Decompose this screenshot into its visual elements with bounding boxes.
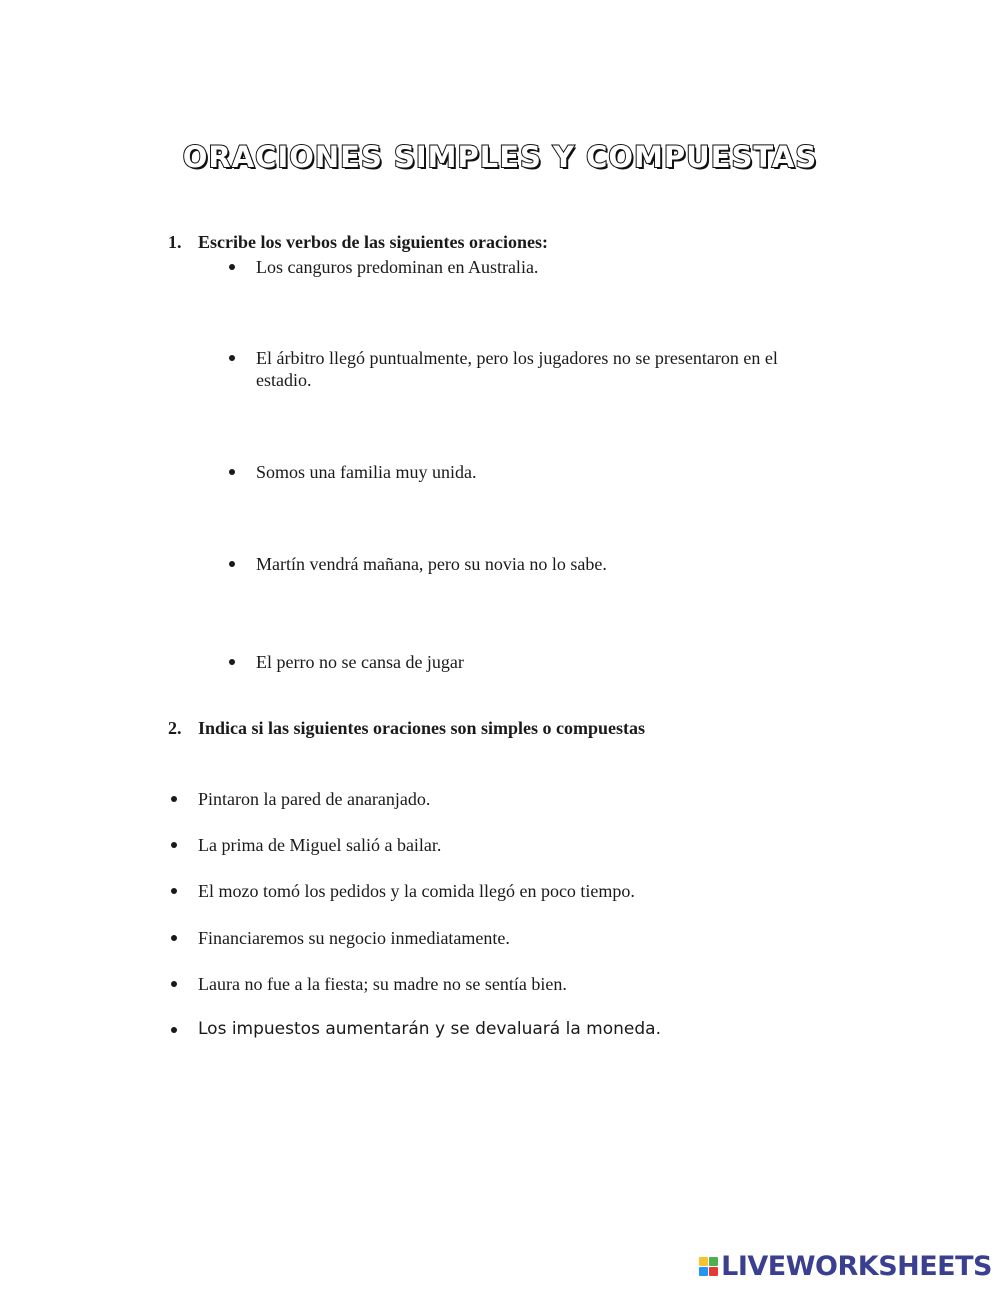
bullet-icon	[229, 561, 235, 567]
list-item: El perro no se cansa de jugar	[256, 652, 464, 672]
logo-block	[699, 1257, 708, 1266]
list-item: Los canguros predominan en Australia.	[256, 257, 539, 277]
bullet-icon	[171, 935, 177, 941]
bullet-icon	[171, 981, 177, 987]
list-item: El árbitro llegó puntualmente, pero los jugadores no se presentaron en el	[256, 348, 778, 368]
list-item: Financiaremos su negocio inmediatamente.	[198, 928, 510, 948]
bullet-icon	[171, 888, 177, 894]
list-item: Martín vendrá mañana, pero su novia no lo sabe.	[256, 554, 607, 574]
list-item: Pintaron la pared de anaranjado.	[198, 789, 431, 809]
list-item: La prima de Miguel salió a bailar.	[198, 835, 442, 855]
bullet-icon	[229, 264, 235, 270]
logo-block	[699, 1267, 708, 1276]
list-item: Laura no fue a la fiesta; su madre no se sentía bien.	[198, 974, 567, 994]
logo-text: LIVEWORKSHEETS	[721, 1250, 992, 1282]
logo-block	[709, 1267, 718, 1276]
bullet-icon	[171, 842, 177, 848]
logo-blocks-icon	[699, 1257, 718, 1276]
question-1-heading: Escribe los verbos de las siguientes oraciones:	[198, 232, 548, 252]
page-title: ORACIONES SIMPLES Y COMPUESTAS	[182, 140, 818, 174]
question-1-number: 1.	[168, 232, 182, 252]
list-item: Somos una familia muy unida.	[256, 462, 477, 482]
question-2-number: 2.	[168, 718, 182, 738]
bullet-icon	[229, 355, 235, 361]
liveworksheets-logo	[699, 1251, 992, 1281]
bullet-icon	[171, 1027, 177, 1033]
bullet-icon	[229, 469, 235, 475]
question-2-heading: Indica si las siguientes oraciones son simples o compuestas	[198, 718, 646, 738]
list-item: El mozo tomó los pedidos y la comida llegó en poco tiempo.	[198, 881, 635, 901]
list-item-continuation: estadio.	[256, 370, 312, 390]
bullet-icon	[229, 659, 235, 665]
list-item: Los impuestos aumentarán y se devaluará la moneda.	[198, 1019, 661, 1039]
bullet-icon	[171, 796, 177, 802]
logo-block	[709, 1257, 718, 1266]
